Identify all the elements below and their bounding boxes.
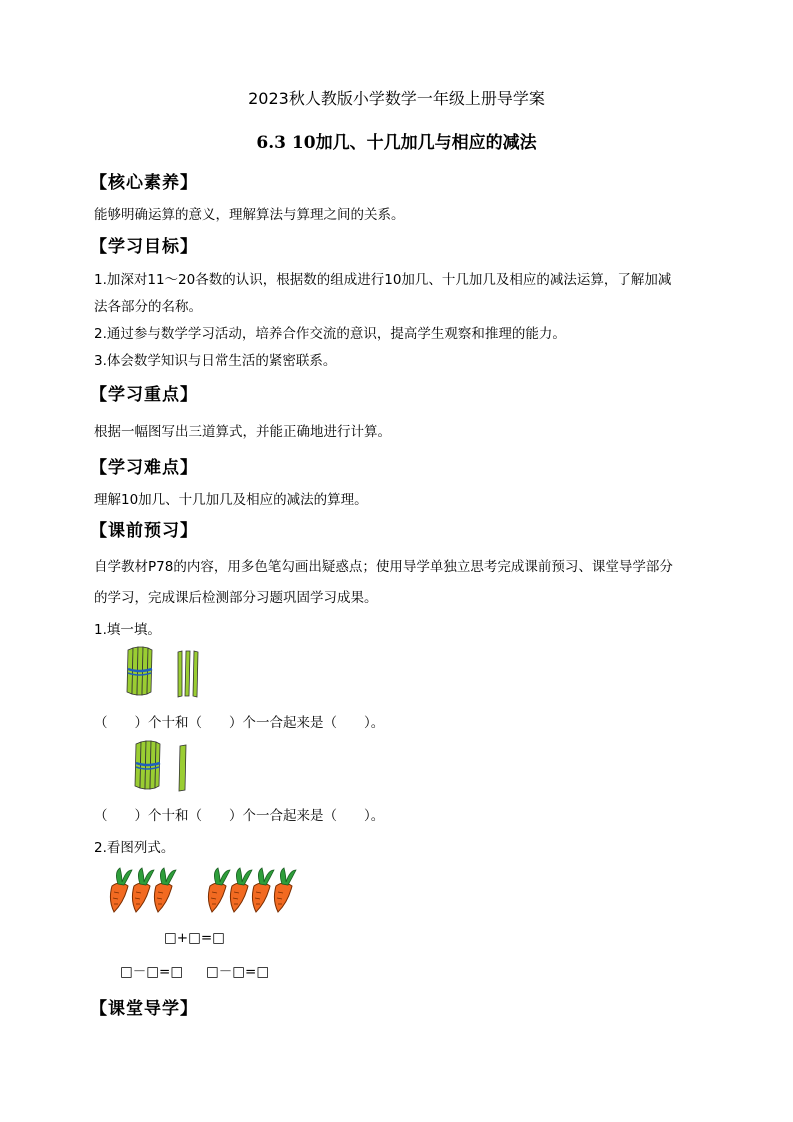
page-title: 2023秋人教版小学数学一年级上册导学案 — [248, 89, 545, 108]
carrot-group-three-icon — [108, 866, 192, 916]
goal-line-3: 2.通过参与数学学习活动，培养合作交流的意识，提高学生观察和推理的能力。 — [94, 326, 566, 342]
question-1-line-a: （ ）个十和（ ）个一合起来是（ ）。 — [94, 715, 385, 731]
lesson-subtitle: 6.3 10加几、十几加几与相应的减法 — [256, 133, 537, 153]
equation-addition: □+□=□ — [164, 930, 225, 946]
single-sticks-three-icon — [176, 650, 202, 698]
difficulty-text: 理解10加几、十几加几及相应的减法的算理。 — [94, 492, 368, 508]
heading-difficulty: 【学习难点】 — [90, 458, 198, 478]
equation-subtraction-1: □－□=□ — [120, 964, 184, 980]
question-1-label: 1.填一填。 — [94, 622, 161, 638]
question-1-line-b: （ ）个十和（ ）个一合起来是（ ）。 — [94, 808, 385, 824]
preview-line-1: 自学教材P78的内容，用多色笔勾画出疑惑点；使用导学单独立思考完成课前预习、课堂导学部分 — [94, 559, 673, 575]
stick-bundle-ten-icon — [124, 646, 154, 696]
key-text: 根据一幅图写出三道算式，并能正确地进行计算。 — [94, 424, 391, 440]
heading-key: 【学习重点】 — [90, 385, 198, 405]
carrot-group-four-icon — [206, 866, 316, 916]
core-text: 能够明确运算的意义，理解算法与算理之间的关系。 — [94, 207, 405, 223]
question-2-label: 2.看图列式。 — [94, 840, 175, 856]
goal-line-2: 法各部分的名称。 — [94, 299, 202, 315]
heading-preview: 【课前预习】 — [90, 521, 198, 541]
equation-subtraction-2: □－□=□ — [206, 964, 270, 980]
goal-line-1: 1.加深对11～20各数的认识，根据数的组成进行10加几、十几加几及相应的减法运算，了解加减 — [94, 272, 672, 288]
heading-classroom: 【课堂导学】 — [90, 999, 198, 1019]
goal-line-4: 3.体会数学知识与日常生活的紧密联系。 — [94, 353, 337, 369]
preview-line-2: 的学习，完成课后检测部分习题巩固学习成果。 — [94, 590, 378, 606]
single-stick-one-icon — [178, 744, 190, 792]
heading-goals: 【学习目标】 — [90, 237, 198, 257]
heading-core: 【核心素养】 — [90, 173, 198, 193]
stick-bundle-ten-icon-2 — [132, 740, 162, 790]
